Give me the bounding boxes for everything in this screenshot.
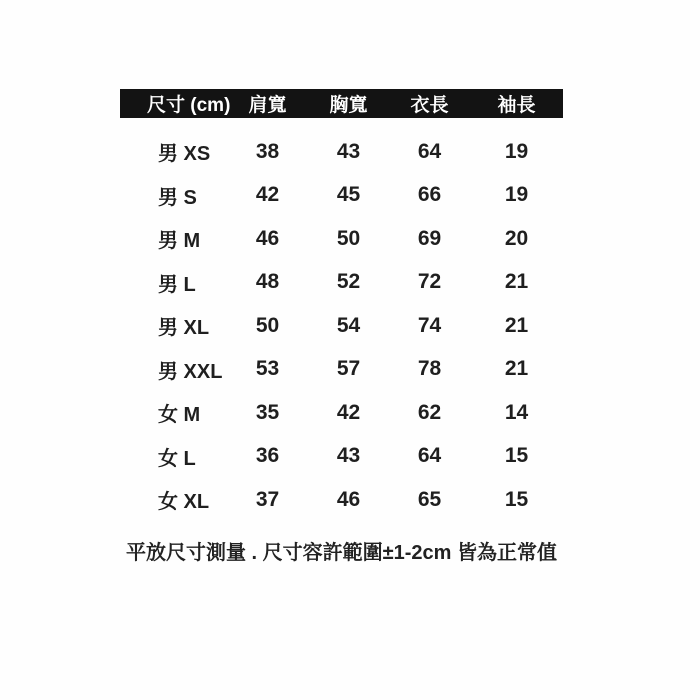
table-row bbox=[120, 217, 563, 261]
table-row bbox=[120, 348, 563, 392]
table-row bbox=[120, 174, 563, 218]
measurement-value: 48 bbox=[255, 270, 280, 294]
measurement-value: 15 bbox=[504, 444, 529, 468]
measurement-value: 15 bbox=[504, 487, 529, 511]
measurement-value: 37 bbox=[255, 487, 280, 511]
measurement-value: 43 bbox=[336, 444, 361, 468]
measurement-value: 54 bbox=[336, 313, 361, 337]
measurement-value: 21 bbox=[504, 270, 529, 294]
measurement-value: 43 bbox=[336, 139, 361, 163]
measurement-value: 64 bbox=[417, 444, 442, 468]
header-chest-width: 胸寬 bbox=[329, 95, 368, 116]
measurement-note: 平放尺寸測量 . 尺寸容許範圍±1-2cm 皆為正常值 bbox=[125, 542, 557, 564]
measurement-value: 69 bbox=[417, 226, 442, 250]
header-garment-length: 衣長 bbox=[410, 95, 449, 116]
table-row bbox=[120, 391, 563, 435]
measurement-value: 35 bbox=[255, 400, 280, 424]
measurement-value: 52 bbox=[336, 270, 361, 294]
measurement-value: 38 bbox=[255, 139, 280, 163]
size-label: 男 M bbox=[158, 230, 201, 253]
size-chart-table bbox=[120, 89, 563, 522]
size-label: 女 M bbox=[158, 404, 201, 427]
header-shoulder-width: 肩寬 bbox=[248, 95, 287, 116]
measurement-value: 50 bbox=[255, 313, 280, 337]
measurement-value: 65 bbox=[417, 487, 442, 511]
measurement-value: 19 bbox=[504, 183, 529, 207]
header-size-cm: 尺寸 (cm) bbox=[147, 95, 231, 116]
measurement-value: 45 bbox=[336, 183, 361, 207]
measurement-value: 42 bbox=[336, 400, 361, 424]
measurement-value: 14 bbox=[504, 400, 529, 424]
table-row bbox=[120, 304, 563, 348]
measurement-value: 36 bbox=[255, 444, 280, 468]
measurement-value: 46 bbox=[336, 487, 361, 511]
measurement-value: 74 bbox=[417, 313, 442, 337]
measurement-value: 42 bbox=[255, 183, 280, 207]
measurement-value: 46 bbox=[255, 226, 280, 250]
measurement-value: 66 bbox=[417, 183, 442, 207]
size-label: 男 L bbox=[158, 273, 196, 296]
measurement-value: 53 bbox=[255, 357, 280, 381]
header-sleeve-length: 袖長 bbox=[497, 95, 536, 116]
measurement-value: 78 bbox=[417, 357, 442, 381]
measurement-value: 64 bbox=[417, 139, 442, 163]
size-label: 男 XXL bbox=[158, 360, 223, 383]
size-label: 女 L bbox=[158, 447, 196, 470]
measurement-value: 19 bbox=[504, 139, 529, 163]
table-row bbox=[120, 478, 563, 522]
measurement-value: 57 bbox=[336, 357, 361, 381]
table-header-row bbox=[120, 89, 563, 118]
table-row bbox=[120, 261, 563, 305]
measurement-value: 20 bbox=[504, 226, 529, 250]
table-row bbox=[120, 435, 563, 479]
size-label: 男 S bbox=[158, 186, 197, 209]
measurement-value: 50 bbox=[336, 226, 361, 250]
measurement-value: 21 bbox=[504, 357, 529, 381]
measurement-value: 62 bbox=[417, 400, 442, 424]
size-label: 男 XS bbox=[158, 143, 211, 166]
measurement-value: 72 bbox=[417, 270, 442, 294]
table-body bbox=[120, 130, 563, 522]
size-label: 男 XL bbox=[158, 317, 210, 340]
measurement-value: 21 bbox=[504, 313, 529, 337]
size-label: 女 XL bbox=[158, 491, 210, 514]
table-row bbox=[120, 130, 563, 174]
